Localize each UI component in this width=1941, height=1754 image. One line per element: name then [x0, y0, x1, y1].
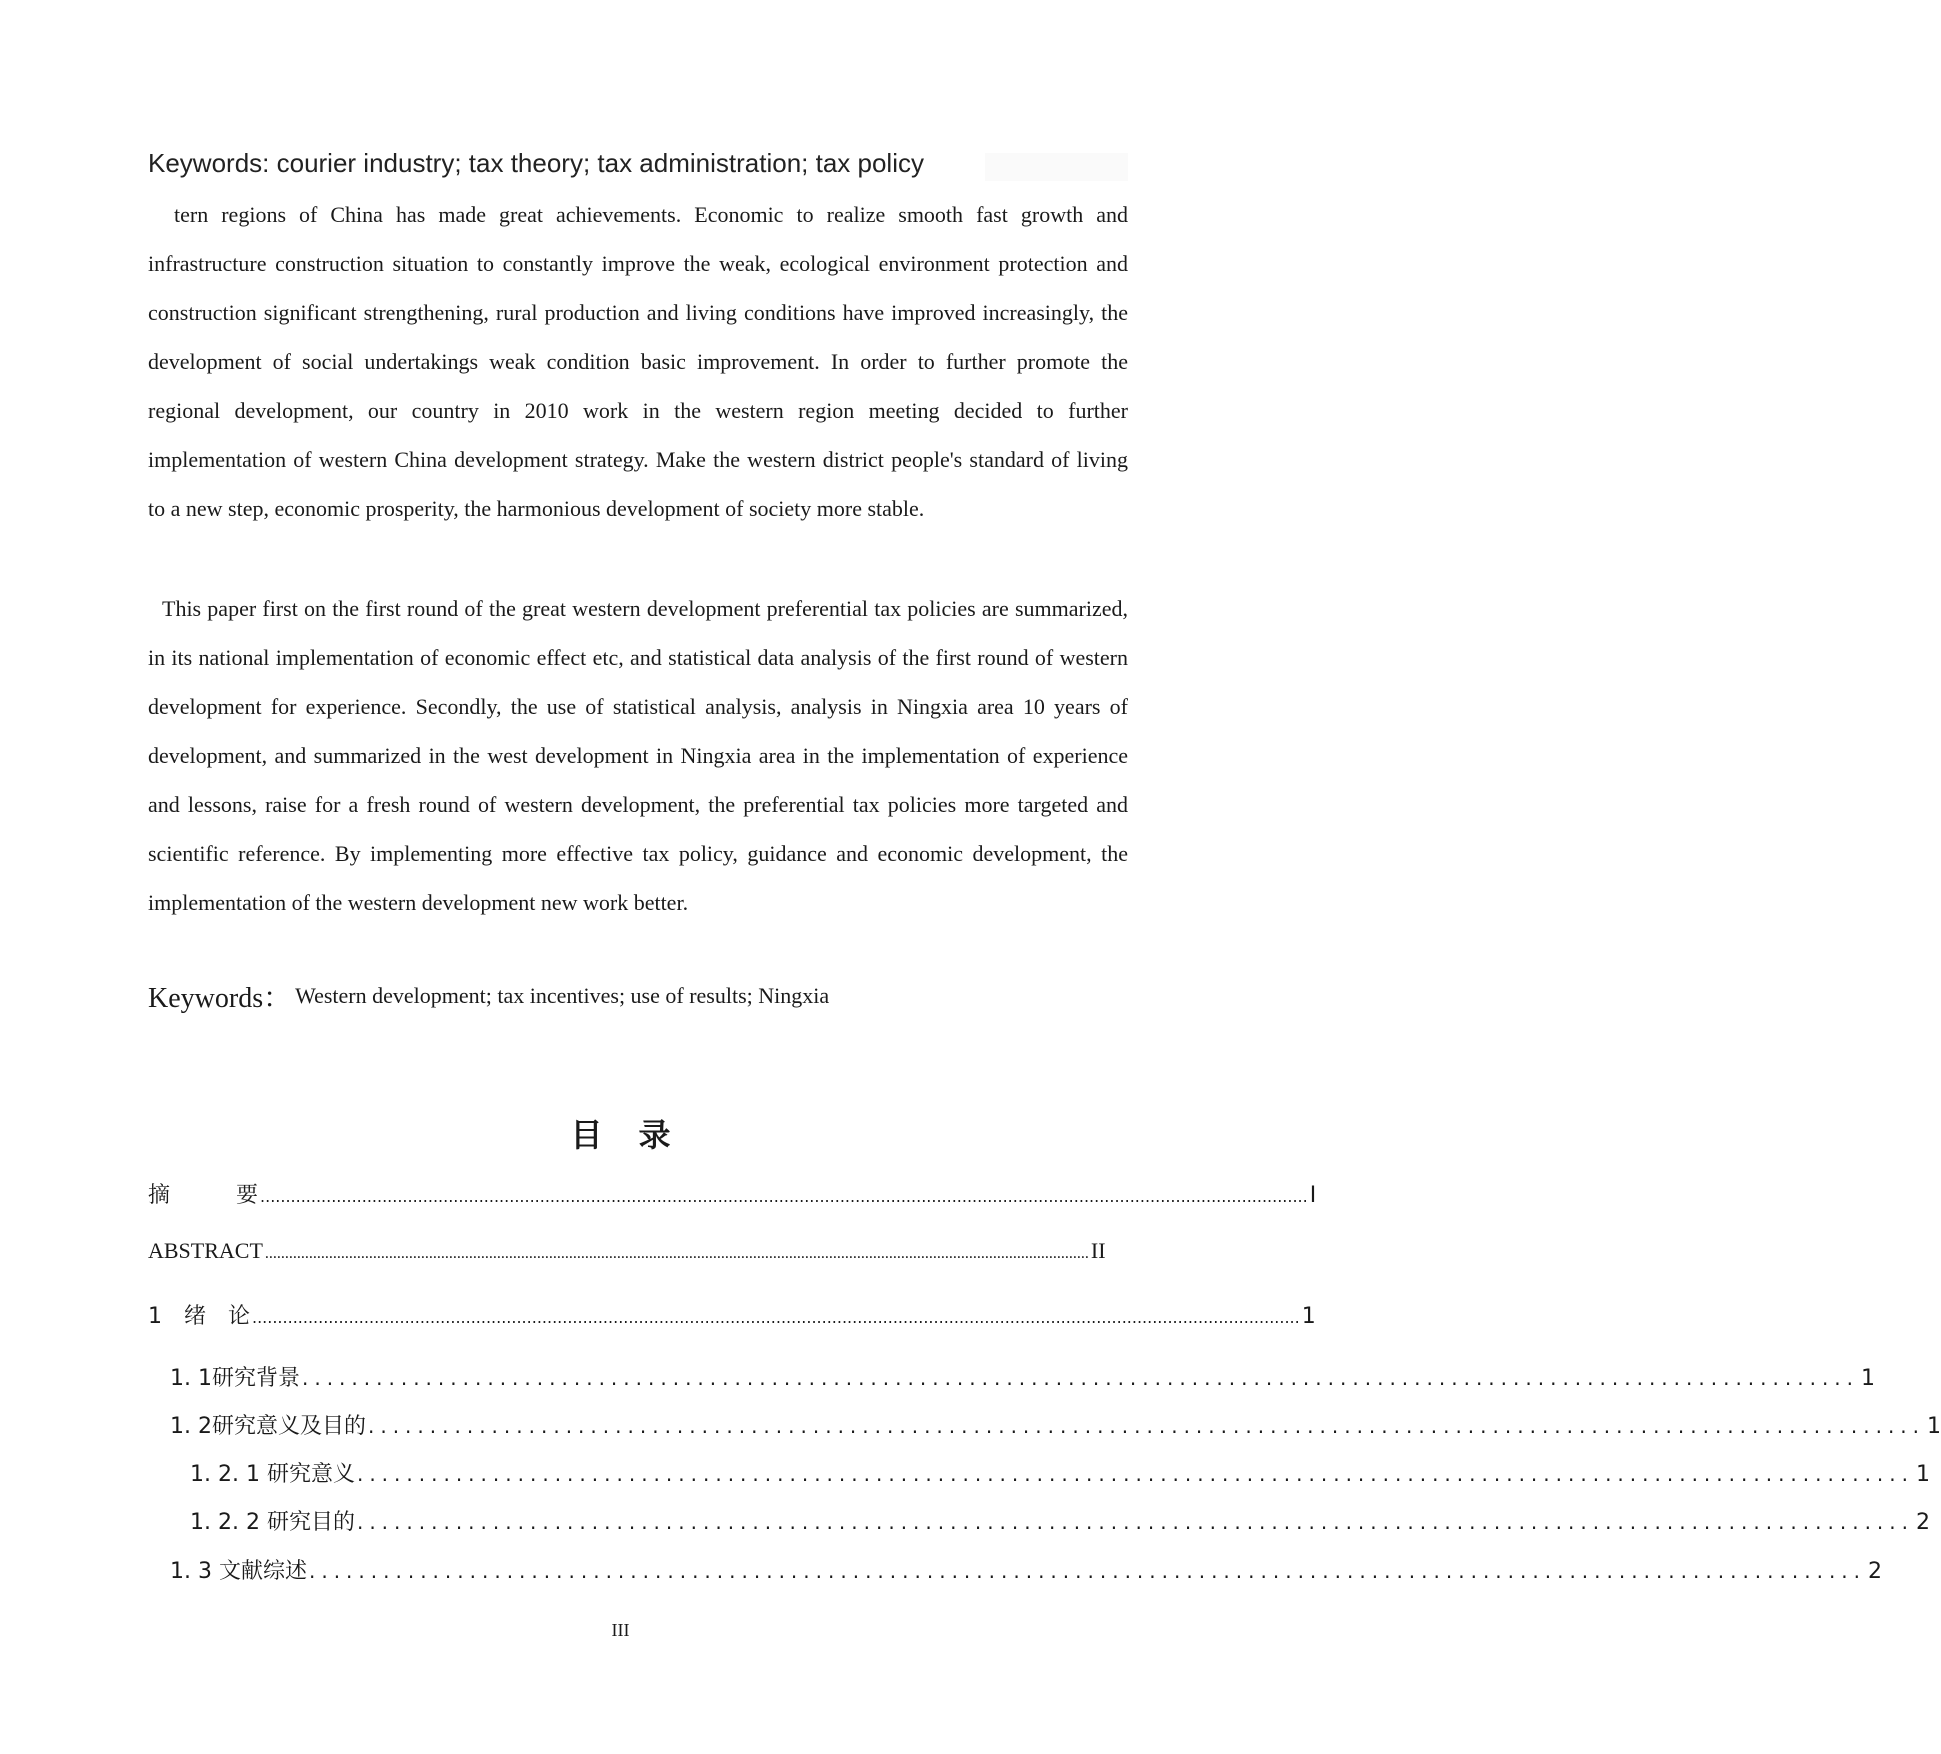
toc-entry-label: ABSTRACT	[148, 1238, 263, 1263]
keywords-label: Keywords：	[148, 983, 292, 1014]
toc-entry[interactable]	[170, 1409, 1941, 1441]
toc-entry[interactable]	[148, 1299, 1316, 1331]
toc-entry[interactable]	[170, 1554, 1883, 1586]
toc-entry-label: 1. 1研究背景	[170, 1366, 300, 1391]
toc-entry-label: 1. 2研究意义及目的	[170, 1414, 366, 1439]
toc-entry[interactable]	[190, 1457, 1931, 1489]
toc-entry-label: 1. 2. 1 研究意义	[190, 1462, 355, 1487]
keywords-line	[148, 976, 829, 1016]
toc-title: 目录	[570, 1116, 707, 1154]
toc-entry-page: 1	[1301, 1304, 1316, 1329]
toc-entry[interactable]	[170, 1361, 1876, 1393]
toc-entry-page: 2	[1868, 1559, 1883, 1584]
keywords-value: Western development; tax incentives; use of results; Ningxia	[295, 983, 830, 1008]
abstract-paragraph-2: This paper first on the first round of the great western development preferential tax policies are summarized, in its national implementation of economic effect etc, and statistical data analysis of the first round of western development for experience. Secondly, the use of statistical analysis, analysis in Ningxia area 10 years of development, and summarized in the west development in Ningxia area in the implementation of experience and lessons, raise for a fresh round of western development, the preferential tax policies more targeted and scientific reference. By implementing more effective tax policy, guidance and economic development, the implementation of the western development new work better.	[148, 596, 1128, 915]
toc-leader: ..............................................................................................................................................................................................................	[260, 1187, 1308, 1206]
toc-leader: ..............................................................................................................................	[301, 1366, 1860, 1390]
toc-entry-page: 1	[1927, 1414, 1941, 1439]
toc-leader: ..............................................................................................................................	[367, 1414, 1926, 1438]
toc-entry[interactable]	[190, 1505, 1931, 1537]
toc-entry-label: 摘 要	[148, 1183, 259, 1208]
toc-entry-page: I	[1309, 1183, 1317, 1208]
toc-entry[interactable]	[148, 1178, 1317, 1210]
toc-entry-page: 1	[1861, 1366, 1876, 1391]
toc-leader: ..............................................................................................................................	[356, 1462, 1915, 1486]
toc-entry-page: 2	[1916, 1510, 1931, 1535]
toc-entry-label: 1. 2. 2 研究目的	[190, 1510, 355, 1535]
toc-leader: ..............................................................................................................................	[308, 1559, 1867, 1583]
toc-entry-page: 1	[1916, 1462, 1931, 1487]
toc-entry-label: 1 绪 论	[148, 1304, 250, 1329]
toc-leader: ..............................................................................................................................	[356, 1510, 1915, 1534]
toc-leader: ..............................................................................................................................................................................................................	[264, 1245, 1089, 1262]
toc-entry-label: 1. 3 文献综述	[170, 1559, 307, 1584]
keywords-heading: Keywords: courier industry; tax theory; tax administration; tax policy	[148, 148, 924, 178]
page-number: III	[611, 1620, 630, 1640]
toc-entry[interactable]	[148, 1238, 1106, 1270]
toc-leader: ..............................................................................................................................................................................................................	[252, 1308, 1300, 1327]
toc-entry-page: II	[1090, 1238, 1106, 1263]
abstract-paragraph-1: tern regions of China has made great achievements. Economic to realize smooth fast growth and infrastructure construction situation to constantly improve the weak, ecological environment protection and construction significant strengthening, rural production and living conditions have improved increasingly, the development of social undertakings weak condition basic improvement. In order to further promote the regional development, our country in 2010 work in the western region meeting decided to further implementation of western China development strategy. Make the western district people's standard of living to a new step, economic prosperity, the harmonious development of society more stable.	[148, 202, 1128, 521]
